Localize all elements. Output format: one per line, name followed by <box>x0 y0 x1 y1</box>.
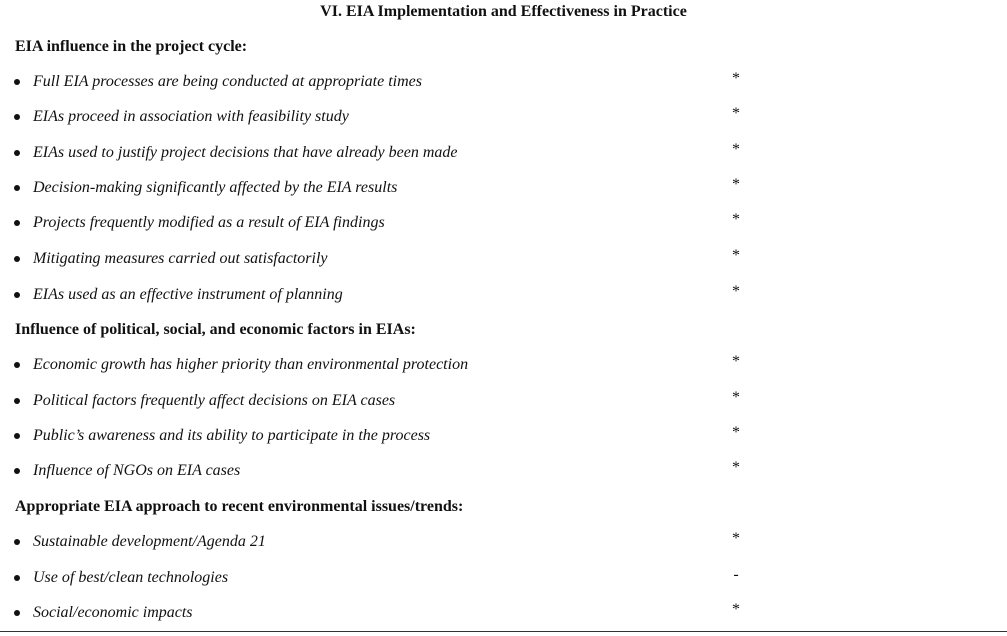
list-item <box>0 71 1007 93</box>
bullet-icon <box>14 468 20 474</box>
bullet-icon <box>14 220 20 226</box>
list-item-mark: * <box>732 530 740 547</box>
list-item <box>0 425 1007 447</box>
bullet-icon <box>14 114 20 120</box>
list-item <box>0 142 1007 164</box>
list-item-text: Public’s awareness and its ability to participate in the process <box>33 427 431 444</box>
list-item-mark: * <box>732 70 740 87</box>
bullet-icon <box>14 150 20 156</box>
section-heading-project-cycle: EIA influence in the project cycle: <box>15 38 248 55</box>
list-item-text: Decision-making significantly affected by the EIA results <box>33 179 398 196</box>
bottom-rule-divider <box>0 631 1007 632</box>
list-item <box>0 567 1007 589</box>
list-item-mark: * <box>732 105 740 122</box>
bullet-icon <box>14 185 20 191</box>
list-item-mark: * <box>732 211 740 228</box>
list-item-text: EIAs proceed in association with feasibility study <box>33 108 349 125</box>
list-item <box>0 531 1007 553</box>
bullet-icon <box>14 292 20 298</box>
list-item <box>0 284 1007 306</box>
list-item-text: Economic growth has higher priority than environmental protection <box>33 356 469 373</box>
list-item <box>0 602 1007 624</box>
list-item-text: Use of best/clean technologies <box>33 569 229 586</box>
bullet-icon <box>14 575 20 581</box>
list-item-text: Influence of NGOs on EIA cases <box>33 462 241 479</box>
list-item-text: Sustainable development/Agenda 21 <box>33 533 266 550</box>
bullet-icon <box>14 79 20 85</box>
list-item-text: EIAs used to justify project decisions that have already been made <box>33 144 458 161</box>
bullet-icon <box>14 539 20 545</box>
list-item-mark: * <box>732 247 740 264</box>
list-item-mark: * <box>732 141 740 158</box>
bullet-icon <box>14 433 20 439</box>
list-item-text: Mitigating measures carried out satisfactorily <box>33 250 328 267</box>
list-item <box>0 106 1007 128</box>
list-item-text: Social/economic impacts <box>33 604 193 621</box>
list-item-mark: * <box>732 601 740 618</box>
list-item-text: Full EIA processes are being conducted at appropriate times <box>33 73 422 90</box>
section-heading-factors: Influence of political, social, and economic factors in EIAs: <box>15 321 416 338</box>
list-item <box>0 390 1007 412</box>
bullet-icon <box>14 362 20 368</box>
bullet-icon <box>14 610 20 616</box>
list-item-mark: * <box>732 389 740 406</box>
list-item-mark: * <box>732 176 740 193</box>
list-item-text: Political factors frequently affect decisions on EIA cases <box>33 392 396 409</box>
bullet-icon <box>14 256 20 262</box>
list-item <box>0 177 1007 199</box>
list-item-mark: * <box>732 283 740 300</box>
section-heading-trends: Appropriate EIA approach to recent environmental issues/trends: <box>15 498 464 515</box>
page-title: VI. EIA Implementation and Effectiveness in Practice <box>320 3 687 20</box>
list-item <box>0 460 1007 482</box>
list-item <box>0 212 1007 234</box>
list-item-mark: * <box>732 459 740 476</box>
list-item-mark: * <box>732 353 740 370</box>
list-item-text: Projects frequently modified as a result of EIA findings <box>33 214 385 231</box>
list-item <box>0 354 1007 376</box>
list-item-mark: - <box>733 566 739 583</box>
list-item-mark: * <box>732 424 740 441</box>
list-item <box>0 248 1007 270</box>
list-item-text: EIAs used as an effective instrument of planning <box>33 286 343 303</box>
bullet-icon <box>14 398 20 404</box>
